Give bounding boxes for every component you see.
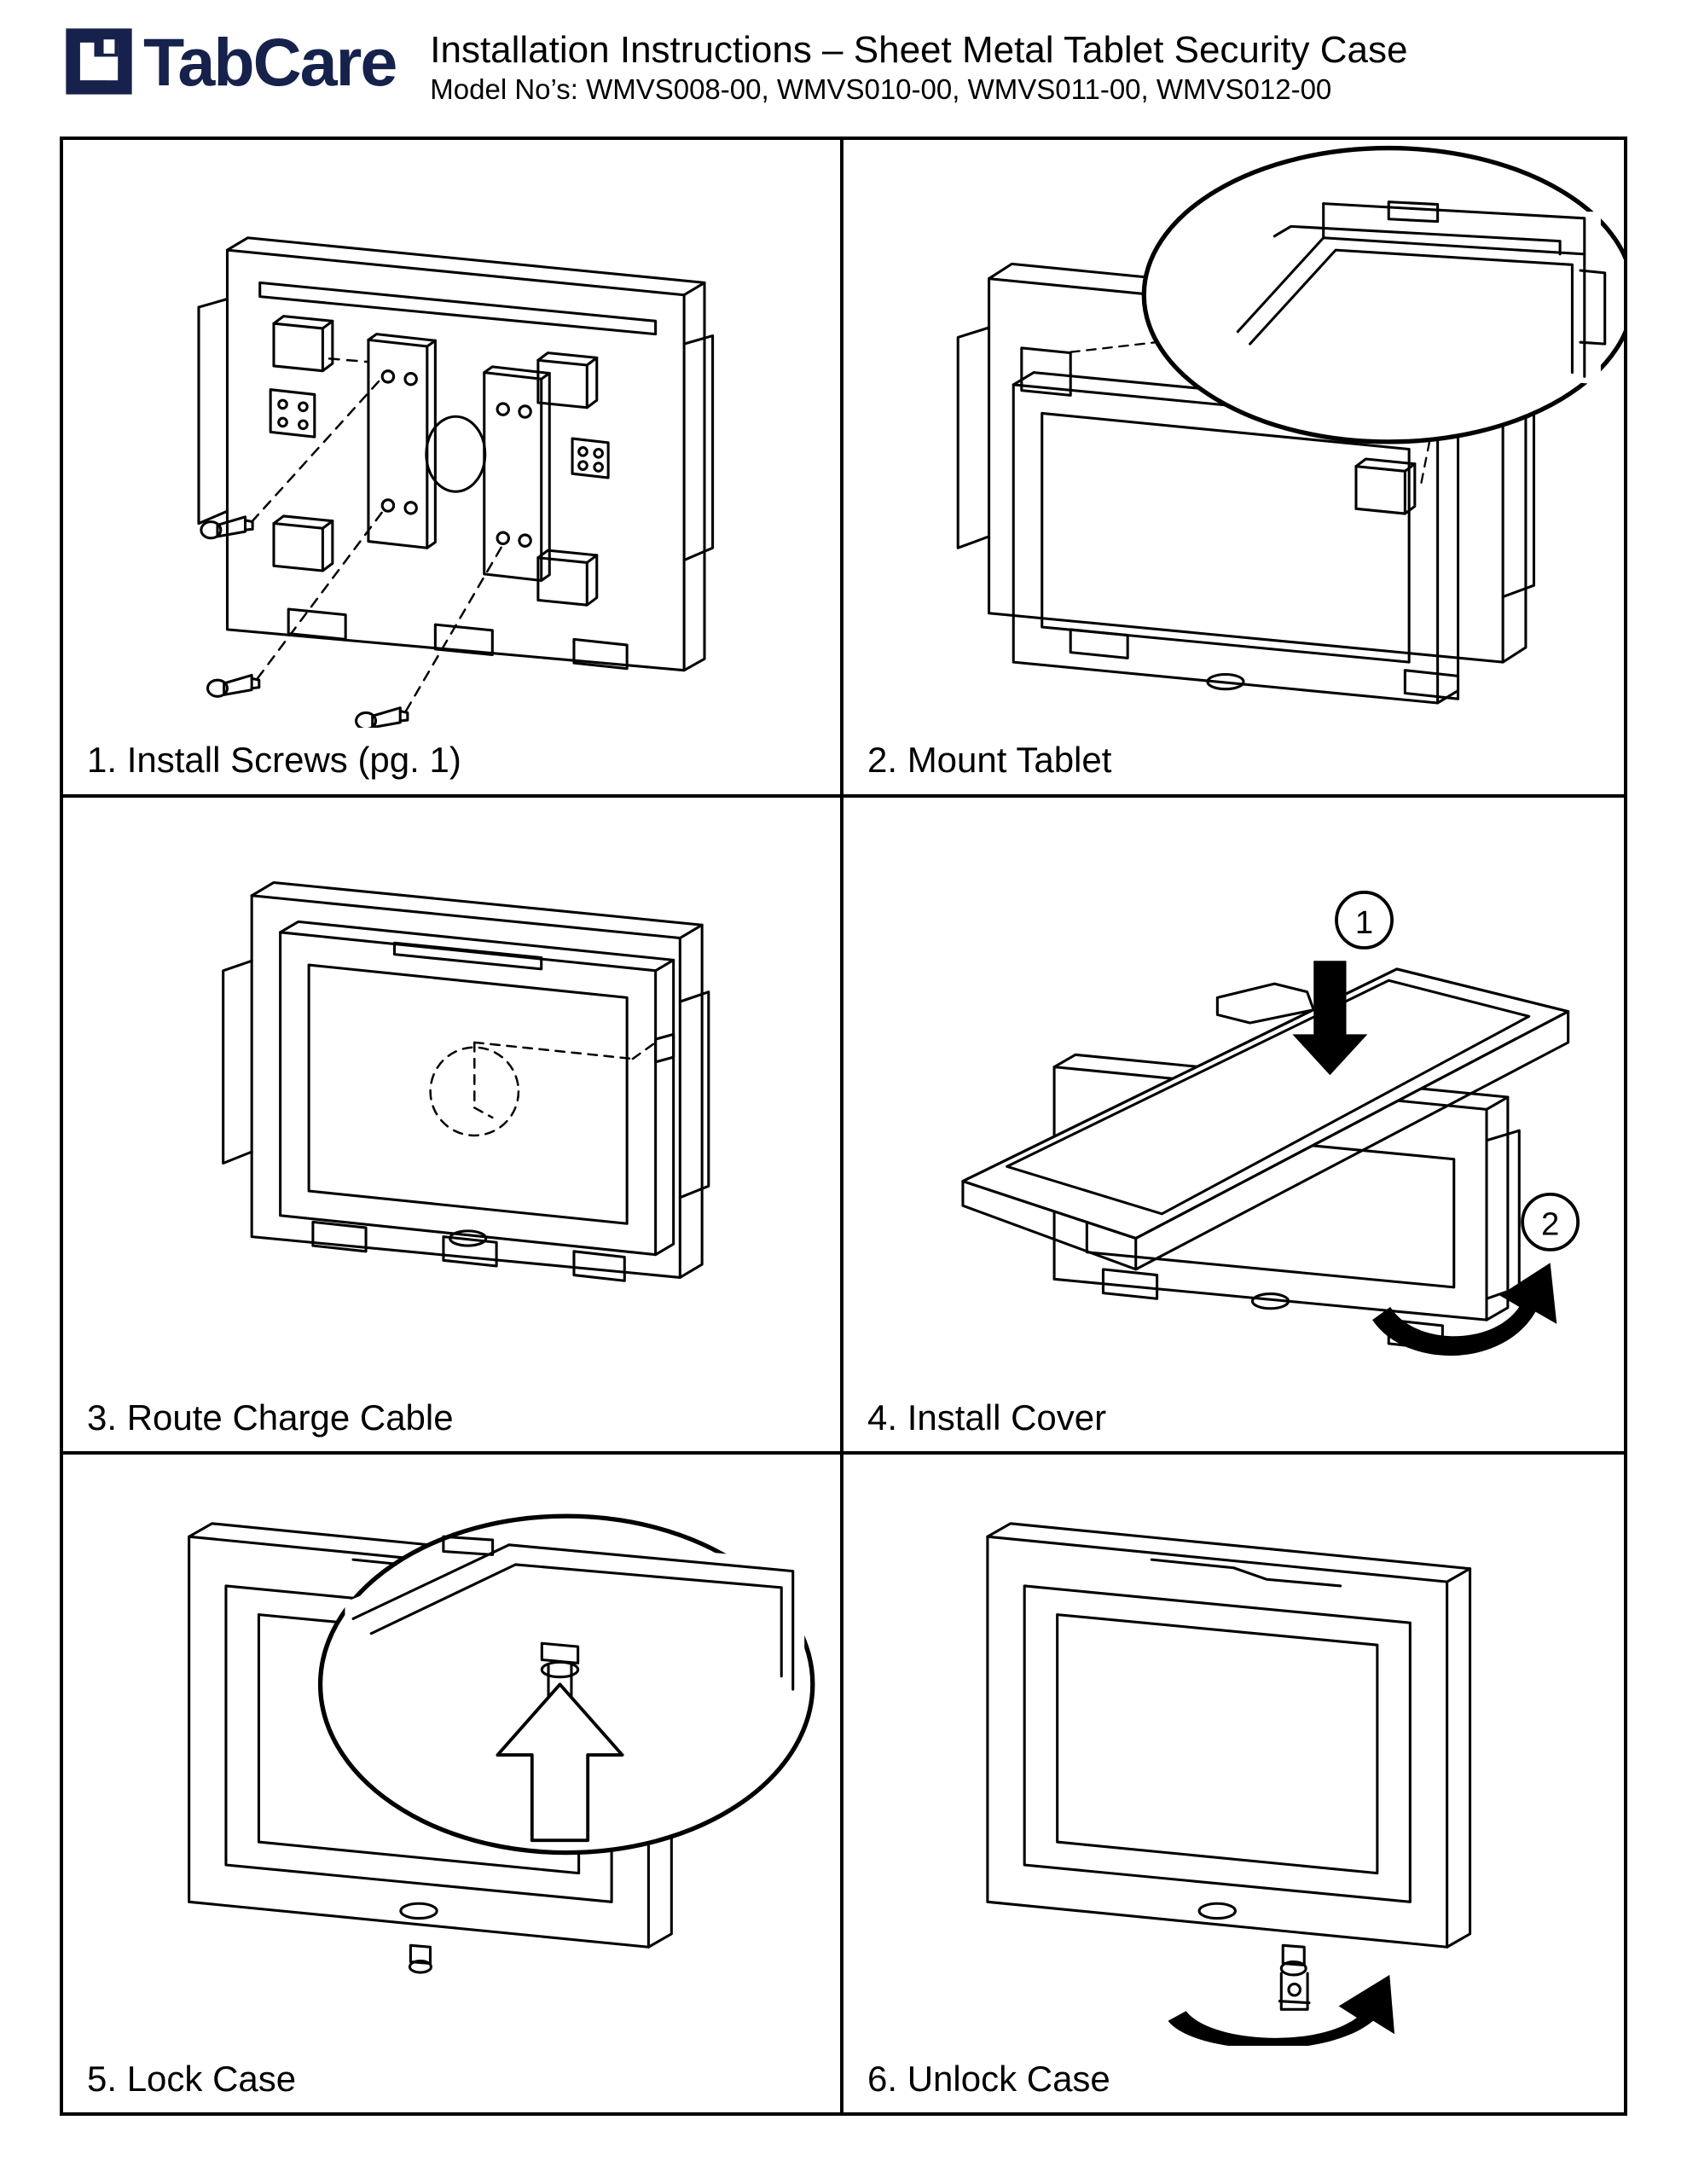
step-5-illustration: [63, 1455, 840, 2046]
step-6-caption: 6. Unlock Case: [867, 2058, 1110, 2099]
step-panel-1: [63, 140, 844, 798]
page-header: [0, 0, 1687, 128]
step-2-caption: 2. Mount Tablet: [867, 740, 1112, 781]
step-1-caption: 1. Install Screws (pg. 1): [87, 740, 461, 781]
step-panel-2: [844, 140, 1624, 798]
step-6-illustration: [844, 1455, 1624, 2046]
brand-logo: [60, 22, 396, 101]
page-title: Installation Instructions – Sheet Metal Tablet Security Case: [430, 29, 1408, 71]
step-2-illustration: [844, 140, 1624, 728]
model-numbers: Model No’s: WMVS008-00, WMVS010-00, WMVS011-00, WMVS012-00: [430, 73, 1332, 106]
svg-text:1: 1: [1354, 903, 1374, 941]
step-4-illustration: [844, 798, 1624, 1385]
steps-grid: [60, 136, 1627, 2116]
step-panel-6: [844, 1455, 1624, 2112]
step-1-illustration: [63, 140, 840, 728]
step-panel-3: [63, 798, 844, 1455]
svg-text:2: 2: [1540, 1205, 1560, 1243]
step-5-caption: 5. Lock Case: [87, 2058, 297, 2099]
step-3-caption: 3. Route Charge Cable: [87, 1397, 454, 1438]
step-panel-5: [63, 1455, 844, 2112]
brand-name: TabCare: [143, 23, 397, 100]
step-panel-4: [844, 798, 1624, 1455]
tabcare-logo-icon: [60, 22, 138, 101]
title-block: [430, 22, 1627, 107]
step-4-caption: 4. Install Cover: [867, 1397, 1107, 1438]
step-3-illustration: [63, 798, 840, 1385]
